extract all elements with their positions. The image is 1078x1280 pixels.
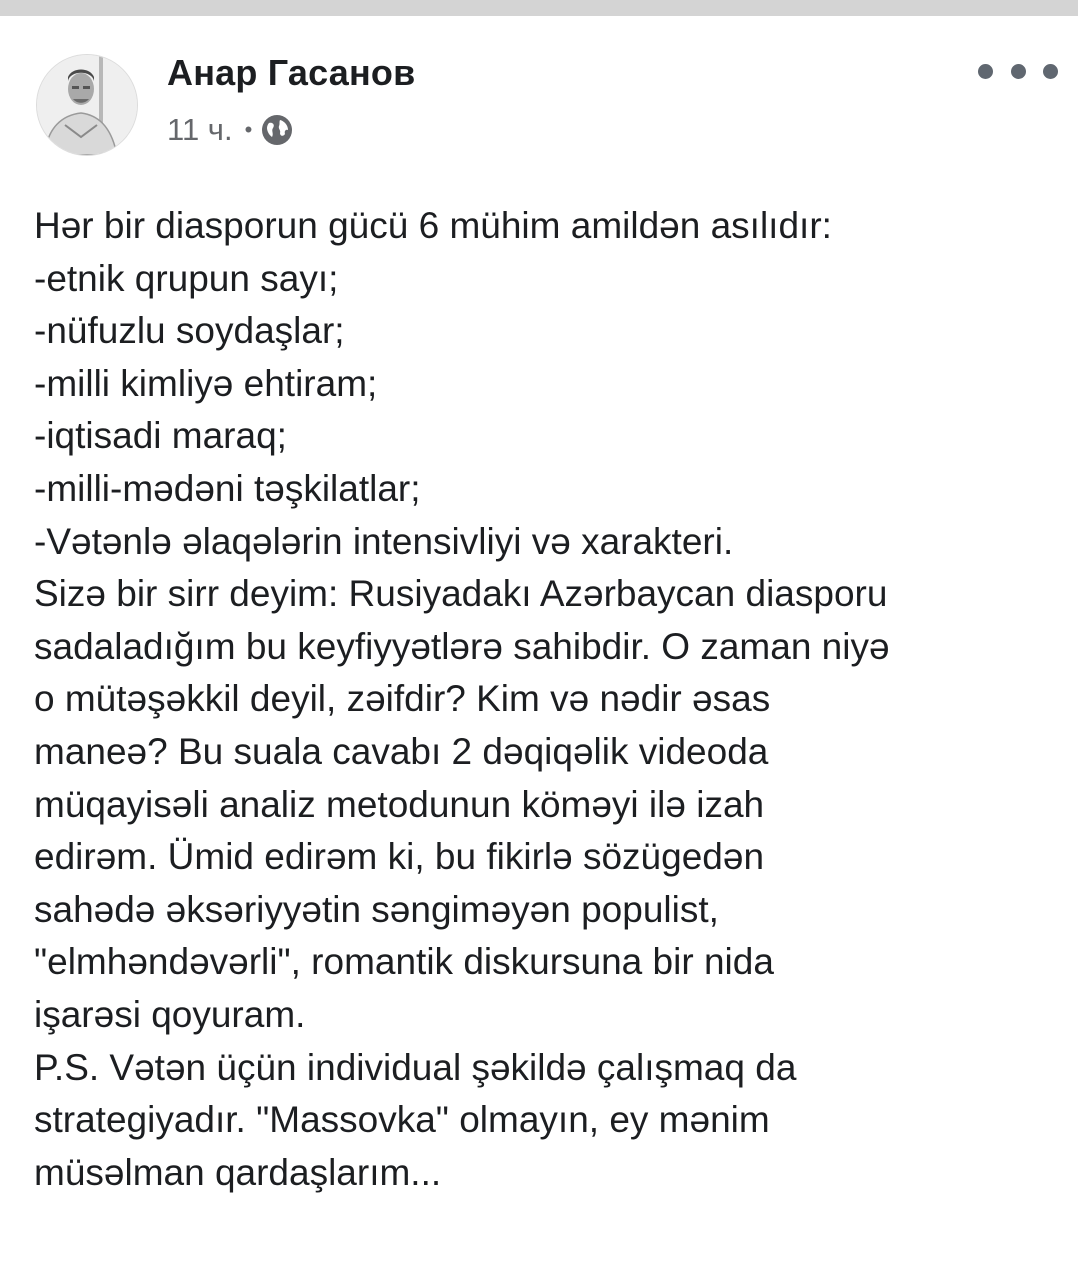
post-line: müqayisəli analiz metodunun köməyi ilə izah bbox=[34, 783, 765, 825]
post-line: sadaladığım bu keyfiyyətlərə sahibdir. O zaman niyə bbox=[34, 625, 890, 667]
post-time[interactable]: 11 ч. bbox=[167, 112, 233, 147]
post-text bbox=[34, 200, 1064, 1199]
post-line: sahədə əksəriyyətin səngiməyən populist, bbox=[34, 888, 719, 930]
top-strip bbox=[0, 0, 1078, 16]
post-line: -nüfuzlu soydaşlar; bbox=[34, 310, 345, 352]
post-line: -etnik qrupun sayı; bbox=[34, 257, 339, 299]
post-line: -Vətənlə əlaqələrin intensivliyi və xarakteri. bbox=[34, 520, 734, 562]
post-line: edirəm. Ümid edirəm ki, bu fikirlə sözügedən bbox=[34, 836, 765, 878]
post-line: Sizə bir sirr deyim: Rusiyadakı Azərbaycan diasporu bbox=[34, 573, 888, 615]
post-line: Hər bir diasporun gücü 6 mühim amildən asılıdır: bbox=[34, 205, 832, 246]
post-line: P.S. Vətən üçün individual şəkildə çalışmaq da bbox=[34, 1046, 797, 1088]
globe-icon[interactable] bbox=[260, 113, 294, 147]
post-line: işarəsi qoyuram. bbox=[34, 993, 306, 1035]
post-line: "elmhəndəvərli", romantik diskursuna bir nida bbox=[34, 941, 774, 983]
post-line: -milli-mədəni təşkilatlar; bbox=[34, 467, 421, 509]
post-line: o mütəşəkkil deyil, zəifdir? Kim və nədir əsas bbox=[34, 678, 771, 720]
post-line: -milli kimliyə ehtiram; bbox=[34, 362, 378, 404]
post-line: müsəlman qardaşlarım... bbox=[34, 1151, 442, 1193]
more-dots-icon[interactable] bbox=[978, 56, 1058, 86]
post-line: -iqtisadi maraq; bbox=[34, 415, 287, 457]
post-line: maneə? Bu suala cavabı 2 dəqiqəlik videoda bbox=[34, 730, 769, 772]
meta-separator: • bbox=[244, 117, 253, 142]
avatar-photo bbox=[37, 55, 137, 155]
post-line: strategiyadır. "Massovka" olmayın, ey mənim bbox=[34, 1099, 770, 1141]
author-avatar[interactable] bbox=[36, 54, 138, 156]
author-name[interactable]: Анар Гасанов bbox=[167, 52, 416, 93]
post-meta bbox=[167, 110, 294, 150]
